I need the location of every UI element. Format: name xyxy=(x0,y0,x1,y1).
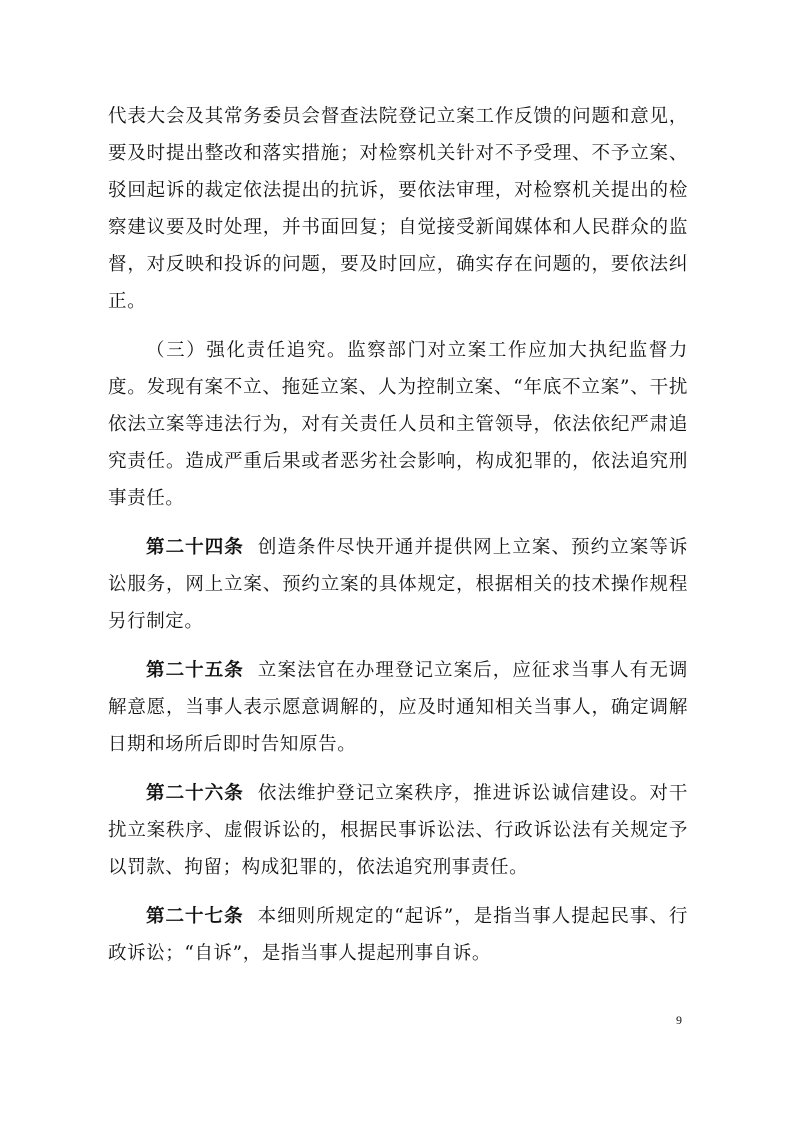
article-text: 立案法官在办理登记立案后，应征求当事人有无调解意愿，当事人表示愿意调解的，应及时通知相关当事人，确定调解日期和场所后即时告知原告。 xyxy=(108,660,688,755)
article-text: 依法维护登记立案秩序，推进诉讼诚信建设。对干扰立案秩序、虚假诉讼的，根据民事诉讼法、行政诉讼法有关规定予以罚款、拘留；构成犯罪的，依法追究刑事责任。 xyxy=(108,783,688,878)
paragraph-text: （三）强化责任追究。监察部门对立案工作应加大执纪监督力度。发现有案不立、拖延立案、人为控制立案、“年底不立案”、干扰依法立案等违法行为，对有关责任人员和主管领导，依法依纪严肃追究责任。造成严重后果或者恶劣社会影响，构成犯罪的，依法追究刑事责任。 xyxy=(108,340,688,509)
article-24 xyxy=(108,529,688,640)
page-number: 9 xyxy=(676,1013,682,1027)
article-text: 本细则所规定的“起诉”，是指当事人提起民事、行政诉讼；“自诉”，是指当事人提起刑事自诉。 xyxy=(108,906,688,964)
article-text: 创造条件尽快开通并提供网上立案、预约立案等诉讼服务，网上立案、预约立案的具体规定，根据相关的技术操作规程另行制定。 xyxy=(108,537,688,632)
paragraph-continuation xyxy=(108,98,688,320)
article-title: 第二十六条 xyxy=(146,783,244,804)
article-25 xyxy=(108,652,688,763)
paragraph-text: 代表大会及其常务委员会督查法院登记立案工作反馈的问题和意见，要及时提出整改和落实措施；对检察机关针对不予受理、不予立案、驳回起诉的裁定依法提出的抗诉，要依法审理，对检察机关提出的检察建议要及时处理，并书面回复；自觉接受新闻媒体和人民群众的监督，对反映和投诉的问题，要及时回应，确实存在问题的，要依法纠正。 xyxy=(108,106,688,312)
paragraph-accountability xyxy=(108,332,688,517)
article-title: 第二十五条 xyxy=(146,660,244,681)
article-title: 第二十七条 xyxy=(146,906,244,927)
body-text xyxy=(108,98,688,984)
article-27 xyxy=(108,898,688,972)
article-26 xyxy=(108,775,688,886)
article-title: 第二十四条 xyxy=(146,537,244,558)
